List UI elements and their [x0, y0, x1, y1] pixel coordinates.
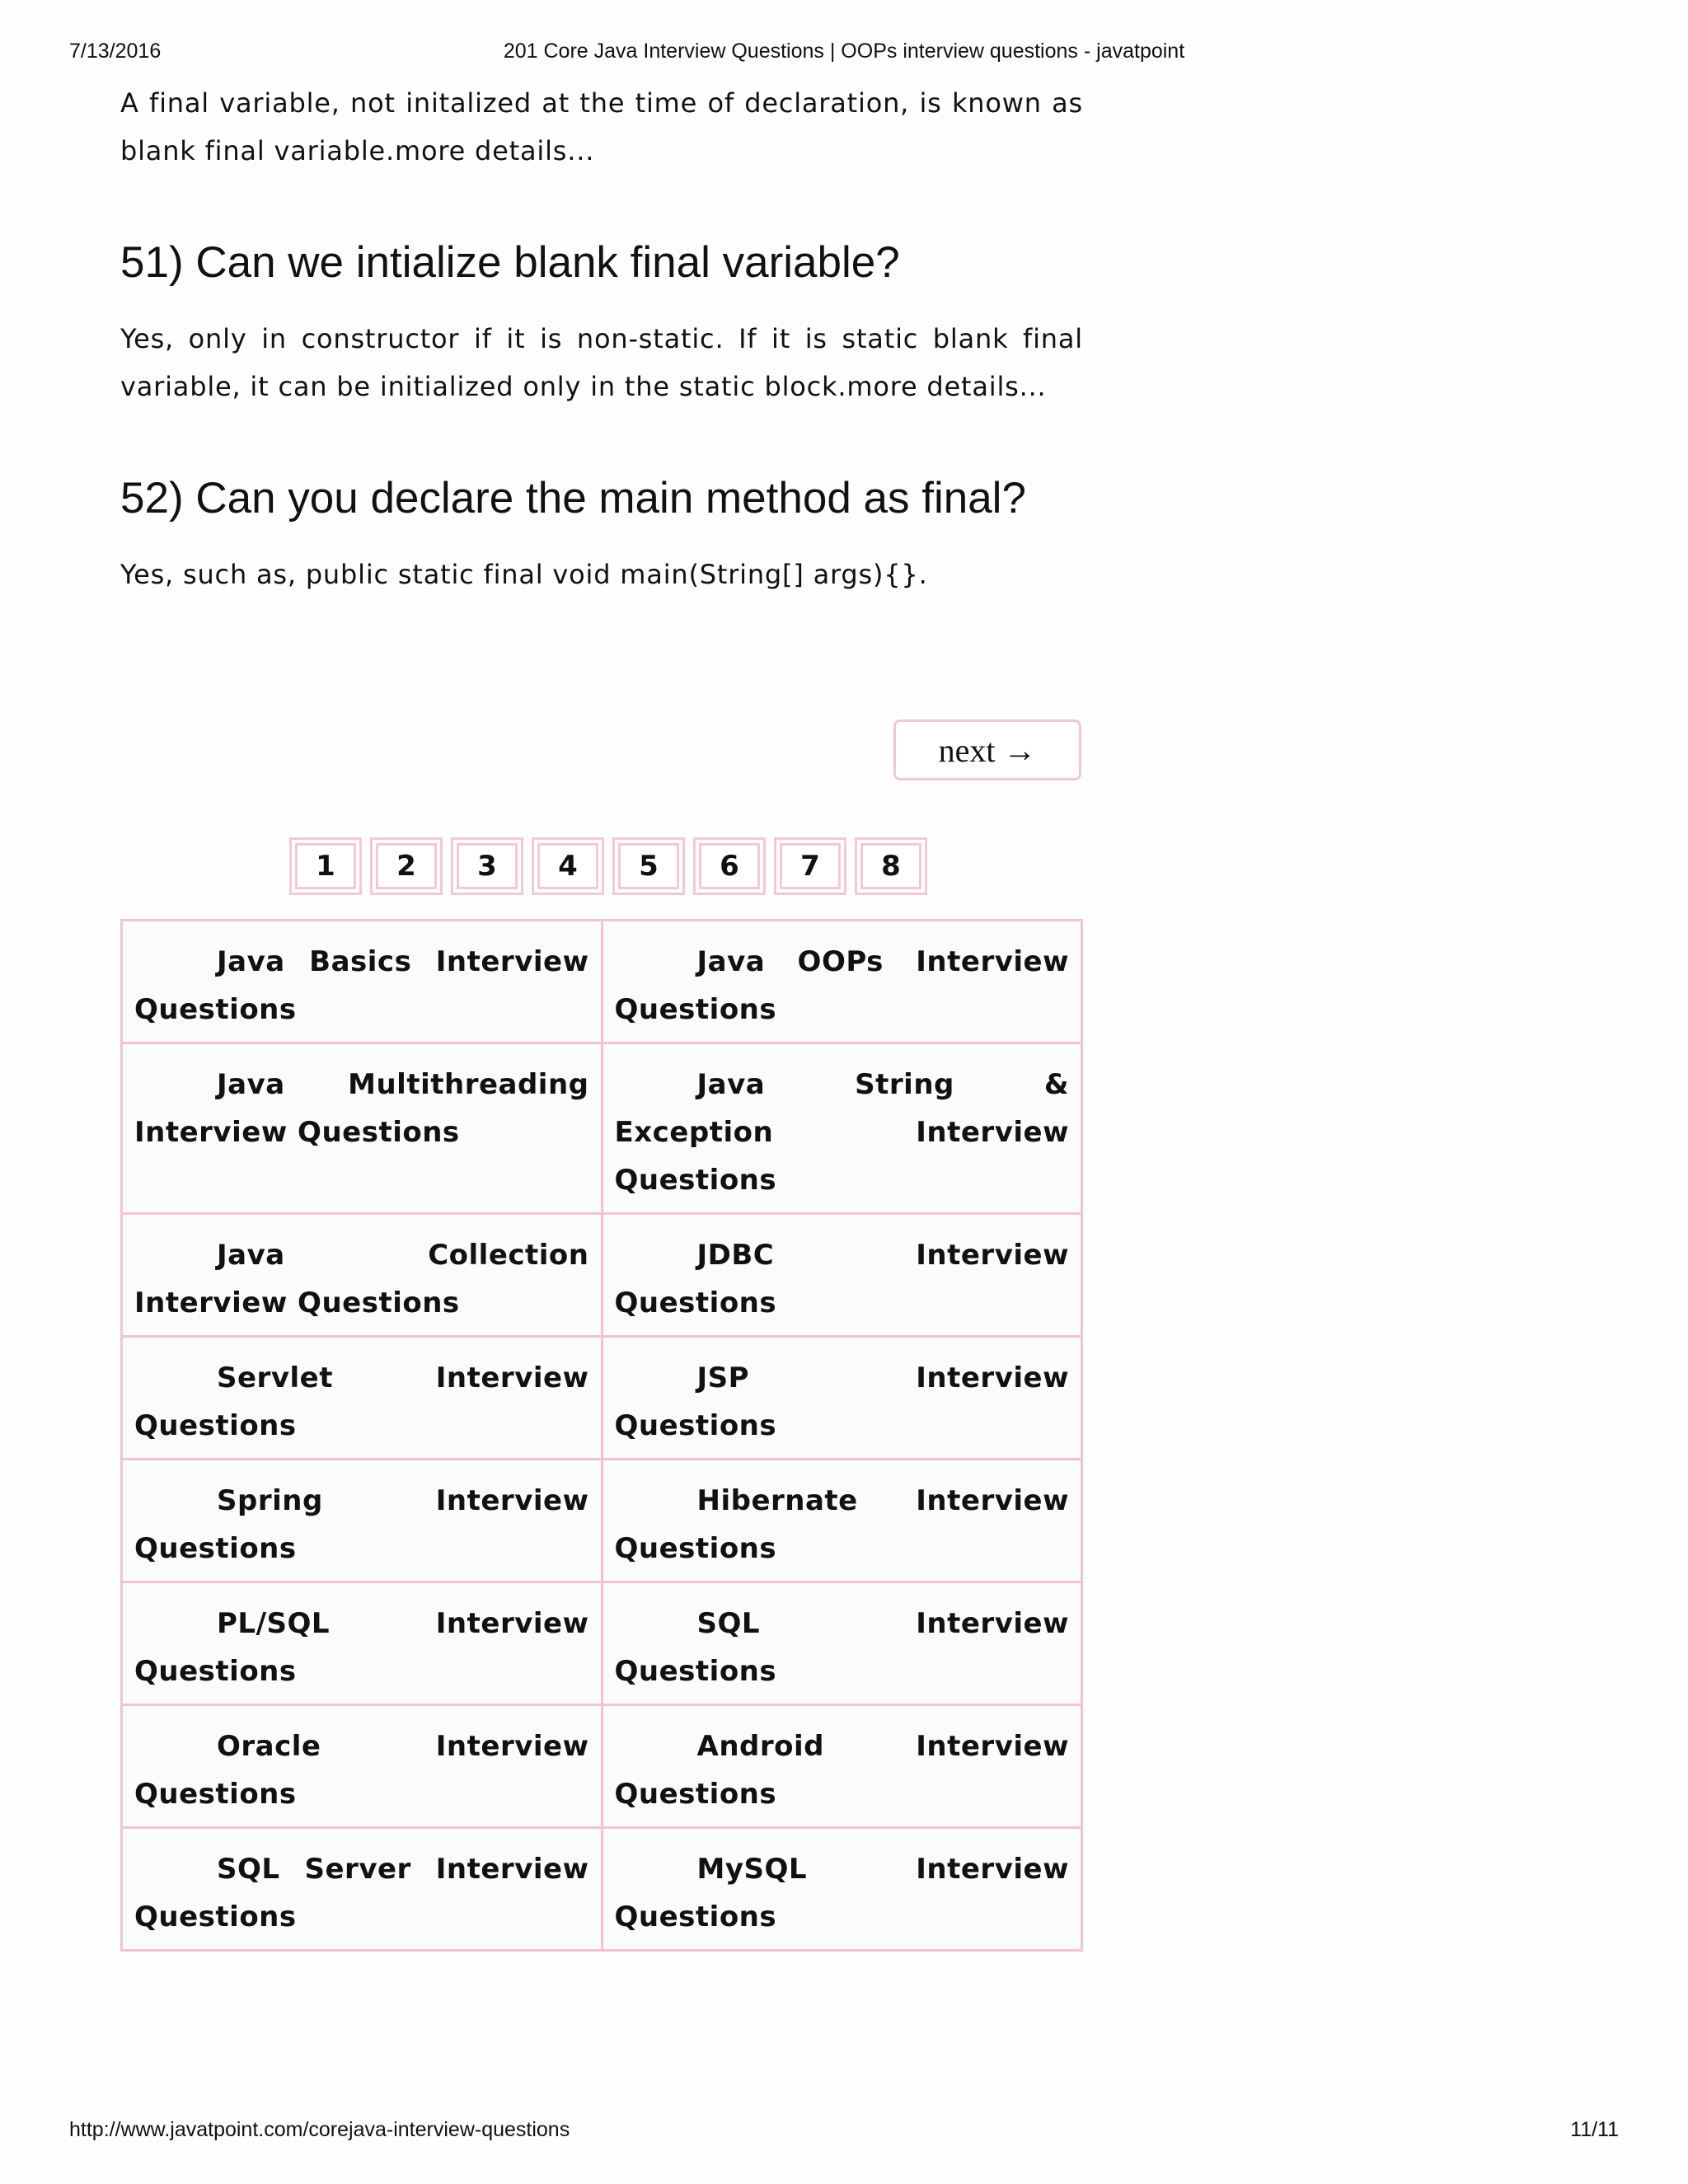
- table-row: [122, 1828, 1082, 1951]
- table-row: [122, 1460, 1082, 1582]
- related-interview-links-table: [120, 919, 1083, 1952]
- oracle-link[interactable]: Oracle Interview Questions: [134, 1730, 589, 1811]
- table-row: [122, 1043, 1082, 1214]
- sql-server-link[interactable]: SQL Server Interview Questions: [134, 1853, 589, 1933]
- print-url: http://www.javatpoint.com/corejava-interview-questions: [69, 2118, 570, 2141]
- plsql-link[interactable]: PL/SQL Interview Questions: [134, 1607, 589, 1688]
- page-link-7[interactable]: 7: [774, 837, 846, 895]
- table-cell: [122, 1337, 603, 1460]
- intro-text: A final variable, not initalized at the time of declaration, is known as blank final variable.: [120, 87, 1083, 166]
- table-cell: [122, 1460, 603, 1582]
- table-row: [122, 1582, 1082, 1705]
- java-basics-link[interactable]: Java Basics Interview Questions: [134, 945, 589, 1026]
- question-51-more-details-link[interactable]: more details...: [846, 371, 1047, 402]
- java-collection-link[interactable]: Java Collection Interview Questions: [134, 1239, 589, 1319]
- print-date: 7/13/2016: [69, 40, 162, 63]
- page-link-5[interactable]: 5: [612, 837, 685, 895]
- intro-more-details-link[interactable]: more details...: [394, 135, 595, 166]
- table-cell: [122, 1582, 603, 1705]
- table-row: [122, 1705, 1082, 1828]
- table-cell: [602, 921, 1082, 1043]
- table-cell: [602, 1705, 1082, 1828]
- table-cell: [602, 1337, 1082, 1460]
- jdbc-link[interactable]: JDBC Interview Questions: [614, 1239, 1069, 1319]
- table-cell: [122, 1828, 603, 1951]
- page-link-1[interactable]: 1: [289, 837, 362, 895]
- print-page-number: 11/11: [1570, 2118, 1619, 2141]
- page-link-2[interactable]: 2: [370, 837, 443, 895]
- article-content: [120, 79, 1083, 598]
- print-page-title: 201 Core Java Interview Questions | OOPs interview questions - javatpoint: [503, 40, 1185, 63]
- java-oops-link[interactable]: Java OOPs Interview Questions: [614, 945, 1069, 1026]
- table-cell: [122, 1214, 603, 1337]
- table-cell: [602, 1460, 1082, 1582]
- next-page-button[interactable]: next →: [893, 719, 1081, 780]
- table-cell: [122, 1043, 603, 1214]
- question-51-answer: [120, 315, 1083, 410]
- jsp-link[interactable]: JSP Interview Questions: [614, 1361, 1069, 1442]
- page-link-6[interactable]: 6: [693, 837, 766, 895]
- java-multithreading-link[interactable]: Java Multithreading Interview Questions: [134, 1068, 589, 1149]
- sql-link[interactable]: SQL Interview Questions: [614, 1607, 1069, 1688]
- table-row: [122, 1337, 1082, 1460]
- page-link-8[interactable]: 8: [855, 837, 927, 895]
- java-string-exception-link[interactable]: Java String & Exception Interview Questions: [614, 1068, 1069, 1197]
- spring-link[interactable]: Spring Interview Questions: [134, 1484, 589, 1565]
- question-52-title: 52) Can you declare the main method as final?: [120, 474, 1026, 523]
- table-cell: [602, 1828, 1082, 1951]
- question-51-title: 51) Can we intialize blank final variable?: [120, 238, 900, 287]
- table-cell: [602, 1582, 1082, 1705]
- table-row: [122, 921, 1082, 1043]
- table-cell: [122, 921, 603, 1043]
- table-row: [122, 1214, 1082, 1337]
- pagination: [289, 837, 927, 895]
- android-link[interactable]: Android Interview Questions: [614, 1730, 1069, 1811]
- question-52-answer: Yes, such as, public static final void main(String[] args){}.: [120, 559, 928, 590]
- table-cell: [602, 1214, 1082, 1337]
- servlet-link[interactable]: Servlet Interview Questions: [134, 1361, 589, 1442]
- intro-paragraph: [120, 79, 1083, 175]
- page-link-4[interactable]: 4: [532, 837, 604, 895]
- page-link-3[interactable]: 3: [451, 837, 523, 895]
- mysql-link[interactable]: MySQL Interview Questions: [614, 1853, 1069, 1933]
- table-cell: [602, 1043, 1082, 1214]
- question-51-answer-text: Yes, only in constructor if it is non-static. If it is static blank final variable, it can be initialized only in the static block.: [120, 323, 1083, 402]
- table-cell: [122, 1705, 603, 1828]
- hibernate-link[interactable]: Hibernate Interview Questions: [614, 1484, 1069, 1565]
